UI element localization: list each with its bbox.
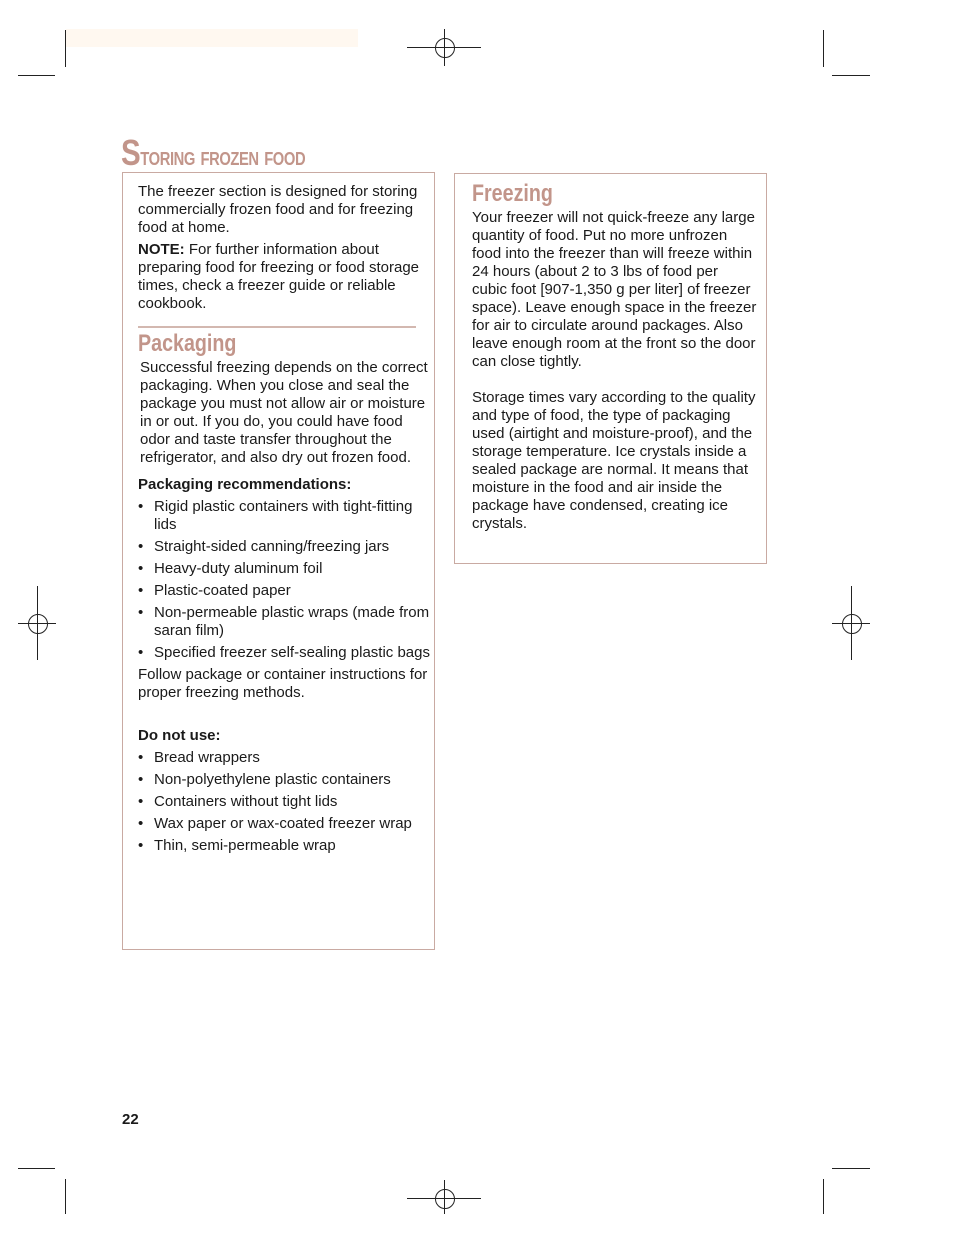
page-title-initial: S [121,132,141,173]
do-not-use-label: Do not use: [138,727,221,744]
freezing-paragraph-1: Your freezer will not quick-freeze any large quantity of food. Put no more unfrozen food into the freezer than will freeze within 24 hours (about 2 to 3 lbs of food per cubic foot [907-1,350 g per liter] of freezer space). Leave enough space in the freezer for air to circulate around packages. Also leave enough room at the front so the door can close tightly. [472,209,757,370]
crop-mark [18,75,55,76]
freezing-heading: Freezing [472,180,553,207]
packaging-paragraph: Successful freezing depends on the correct packaging. When you close and seal the package you must not allow air or moisture in or out. If you do, you could have food odor and taste transfer throughout the refrigerator, and also dry out frozen food. [140,359,428,466]
right-column [472,209,757,533]
registration-circle [435,1189,455,1209]
crop-mark [65,1179,66,1214]
list-item: • Heavy-duty aluminum foil [138,560,433,578]
do-not-use-list [138,749,433,855]
recommendations-list [138,498,433,662]
page-title [121,132,305,174]
registration-circle [28,614,48,634]
list-item: • Containers without tight lids [138,793,433,811]
list-item: • Straight-sided canning/freezing jars [138,538,433,556]
crop-mark [832,75,870,76]
list-item: • Non-polyethylene plastic containers [138,771,433,789]
section-divider [138,326,416,328]
registration-circle [435,38,455,58]
list-item: • Plastic-coated paper [138,582,433,600]
list-item: • Bread wrappers [138,749,433,767]
registration-circle [842,614,862,634]
crop-mark [18,1168,55,1169]
follow-instructions-paragraph: Follow package or container instructions for proper freezing methods. [138,666,428,701]
crop-mark [65,30,66,67]
intro-paragraph: The freezer section is designed for storing commercially frozen food and for freezing food at home. [138,183,418,236]
list-item: • Rigid plastic containers with tight-fitting lids [138,498,433,534]
crop-mark [823,1179,824,1214]
packaging-heading: Packaging [138,330,237,357]
note-label: NOTE: [138,241,185,258]
recommendations-label: Packaging recommendations: [138,476,352,493]
left-column [138,183,433,855]
list-item: • Wax paper or wax-coated freezer wrap [138,815,433,833]
note-text: For further information about preparing food for freezing or food storage times, check a freezer guide or reliable cookbook. [138,241,420,312]
crop-mark [823,30,824,67]
list-item: • Thin, semi-permeable wrap [138,837,433,855]
crop-mark [832,1168,870,1169]
page-title-rest: toring frozen food [140,141,306,171]
note-paragraph [138,241,433,313]
page-number: 22 [122,1111,139,1128]
freezing-paragraph-2: Storage times vary according to the quality and type of food, the type of packaging used (airtight and moisture-proof), and the storage temperature. Ice crystals inside a sealed package are normal. It means that moisture in the food and air inside the package have condensed, creating ice crystals. [472,389,756,532]
top-tint-band [66,29,358,47]
list-item: • Specified freezer self-sealing plastic bags [138,644,433,662]
list-item: • Non-permeable plastic wraps (made from saran film) [138,604,433,640]
